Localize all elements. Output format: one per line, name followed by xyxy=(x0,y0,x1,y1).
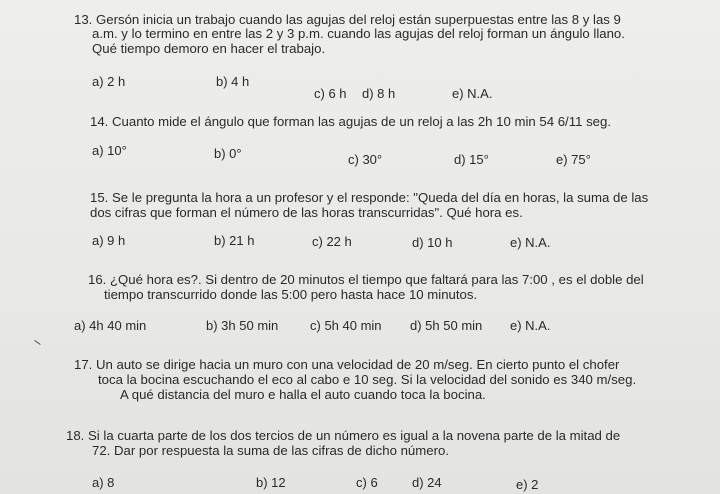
q13-line3: Qué tiempo demoro en hacer el trabajo. xyxy=(92,41,326,56)
q15-line2: dos cifras que forman el número de las horas transcurridas". Qué hora es. xyxy=(90,205,523,220)
q18-option-b: b) 12 xyxy=(256,475,286,490)
q18-option-a: a) 8 xyxy=(92,475,115,490)
q15-option-e: e) N.A. xyxy=(510,235,551,250)
q17-line1: 17. Un auto se dirige hacia un muro con una velocidad de 20 m/seg. En cierto punto el chofer xyxy=(74,357,620,372)
q15-line1: 15. Se le pregunta la hora a un profesor y el responde: "Queda del día en horas, la suma de las xyxy=(90,190,649,205)
q14-option-e: e) 75° xyxy=(556,152,591,167)
q18-option-c: c) 6 xyxy=(356,475,378,490)
q16-option-a: a) 4h 40 min xyxy=(74,318,147,333)
q17-line2: toca la bocina escuchando el eco al cabo e 10 seg. Si la velocidad del sonido es 340 m/seg. xyxy=(98,372,637,387)
pen-mark xyxy=(34,340,40,345)
q14-option-a: a) 10° xyxy=(92,143,127,158)
q16-option-d: d) 5h 50 min xyxy=(410,318,483,333)
q16-line1: 16. ¿Qué hora es?. Si dentro de 20 minutos el tiempo que faltará para las 7:00 , es el doble del xyxy=(88,272,644,287)
q16-option-b: b) 3h 50 min xyxy=(206,318,279,333)
q13-option-c: c) 6 h xyxy=(314,86,347,101)
q18-line2: 72. Dar por respuesta la suma de las cifras de dicho número. xyxy=(92,443,449,458)
q13-option-d: d) 8 h xyxy=(362,86,396,101)
q18-option-d: d) 24 xyxy=(412,475,442,490)
q14-option-d: d) 15° xyxy=(454,152,489,167)
q13-option-e: e) N.A. xyxy=(452,86,493,101)
q16-option-c: c) 5h 40 min xyxy=(310,318,382,333)
q13-line1: 13. Gersón inicia un trabajo cuando las agujas del reloj están superpuestas entre las 8 y las 9 xyxy=(74,12,621,27)
q18-line1: 18. Si la cuarta parte de los dos tercios de un número es igual a la novena parte de la mitad de xyxy=(66,428,621,443)
q13-option-a: a) 2 h xyxy=(92,74,126,89)
q16-option-e: e) N.A. xyxy=(510,318,551,333)
q17-line3: A qué distancia del muro e halla el auto cuando toca la bocina. xyxy=(120,387,486,402)
q13-option-b: b) 4 h xyxy=(216,74,250,89)
q15-option-a: a) 9 h xyxy=(92,233,126,248)
q18-option-e: e) 2 xyxy=(516,477,539,492)
q14-option-b: b) 0° xyxy=(214,146,242,161)
q13-line2: a.m. y lo termino en entre las 2 y 3 p.m. cuando las agujas del reloj forman un ángulo llano. xyxy=(92,26,625,41)
q15-option-c: c) 22 h xyxy=(312,234,352,249)
q15-option-d: d) 10 h xyxy=(412,235,453,250)
q14-line1: 14. Cuanto mide el ángulo que forman las agujas de un reloj a las 2h 10 min 54 6/11 seg. xyxy=(90,114,612,129)
q16-line2: tiempo transcurrido donde las 5:00 pero hasta hace 10 minutos. xyxy=(104,287,478,302)
q15-option-b: b) 21 h xyxy=(214,233,255,248)
q14-option-c: c) 30° xyxy=(348,152,383,167)
